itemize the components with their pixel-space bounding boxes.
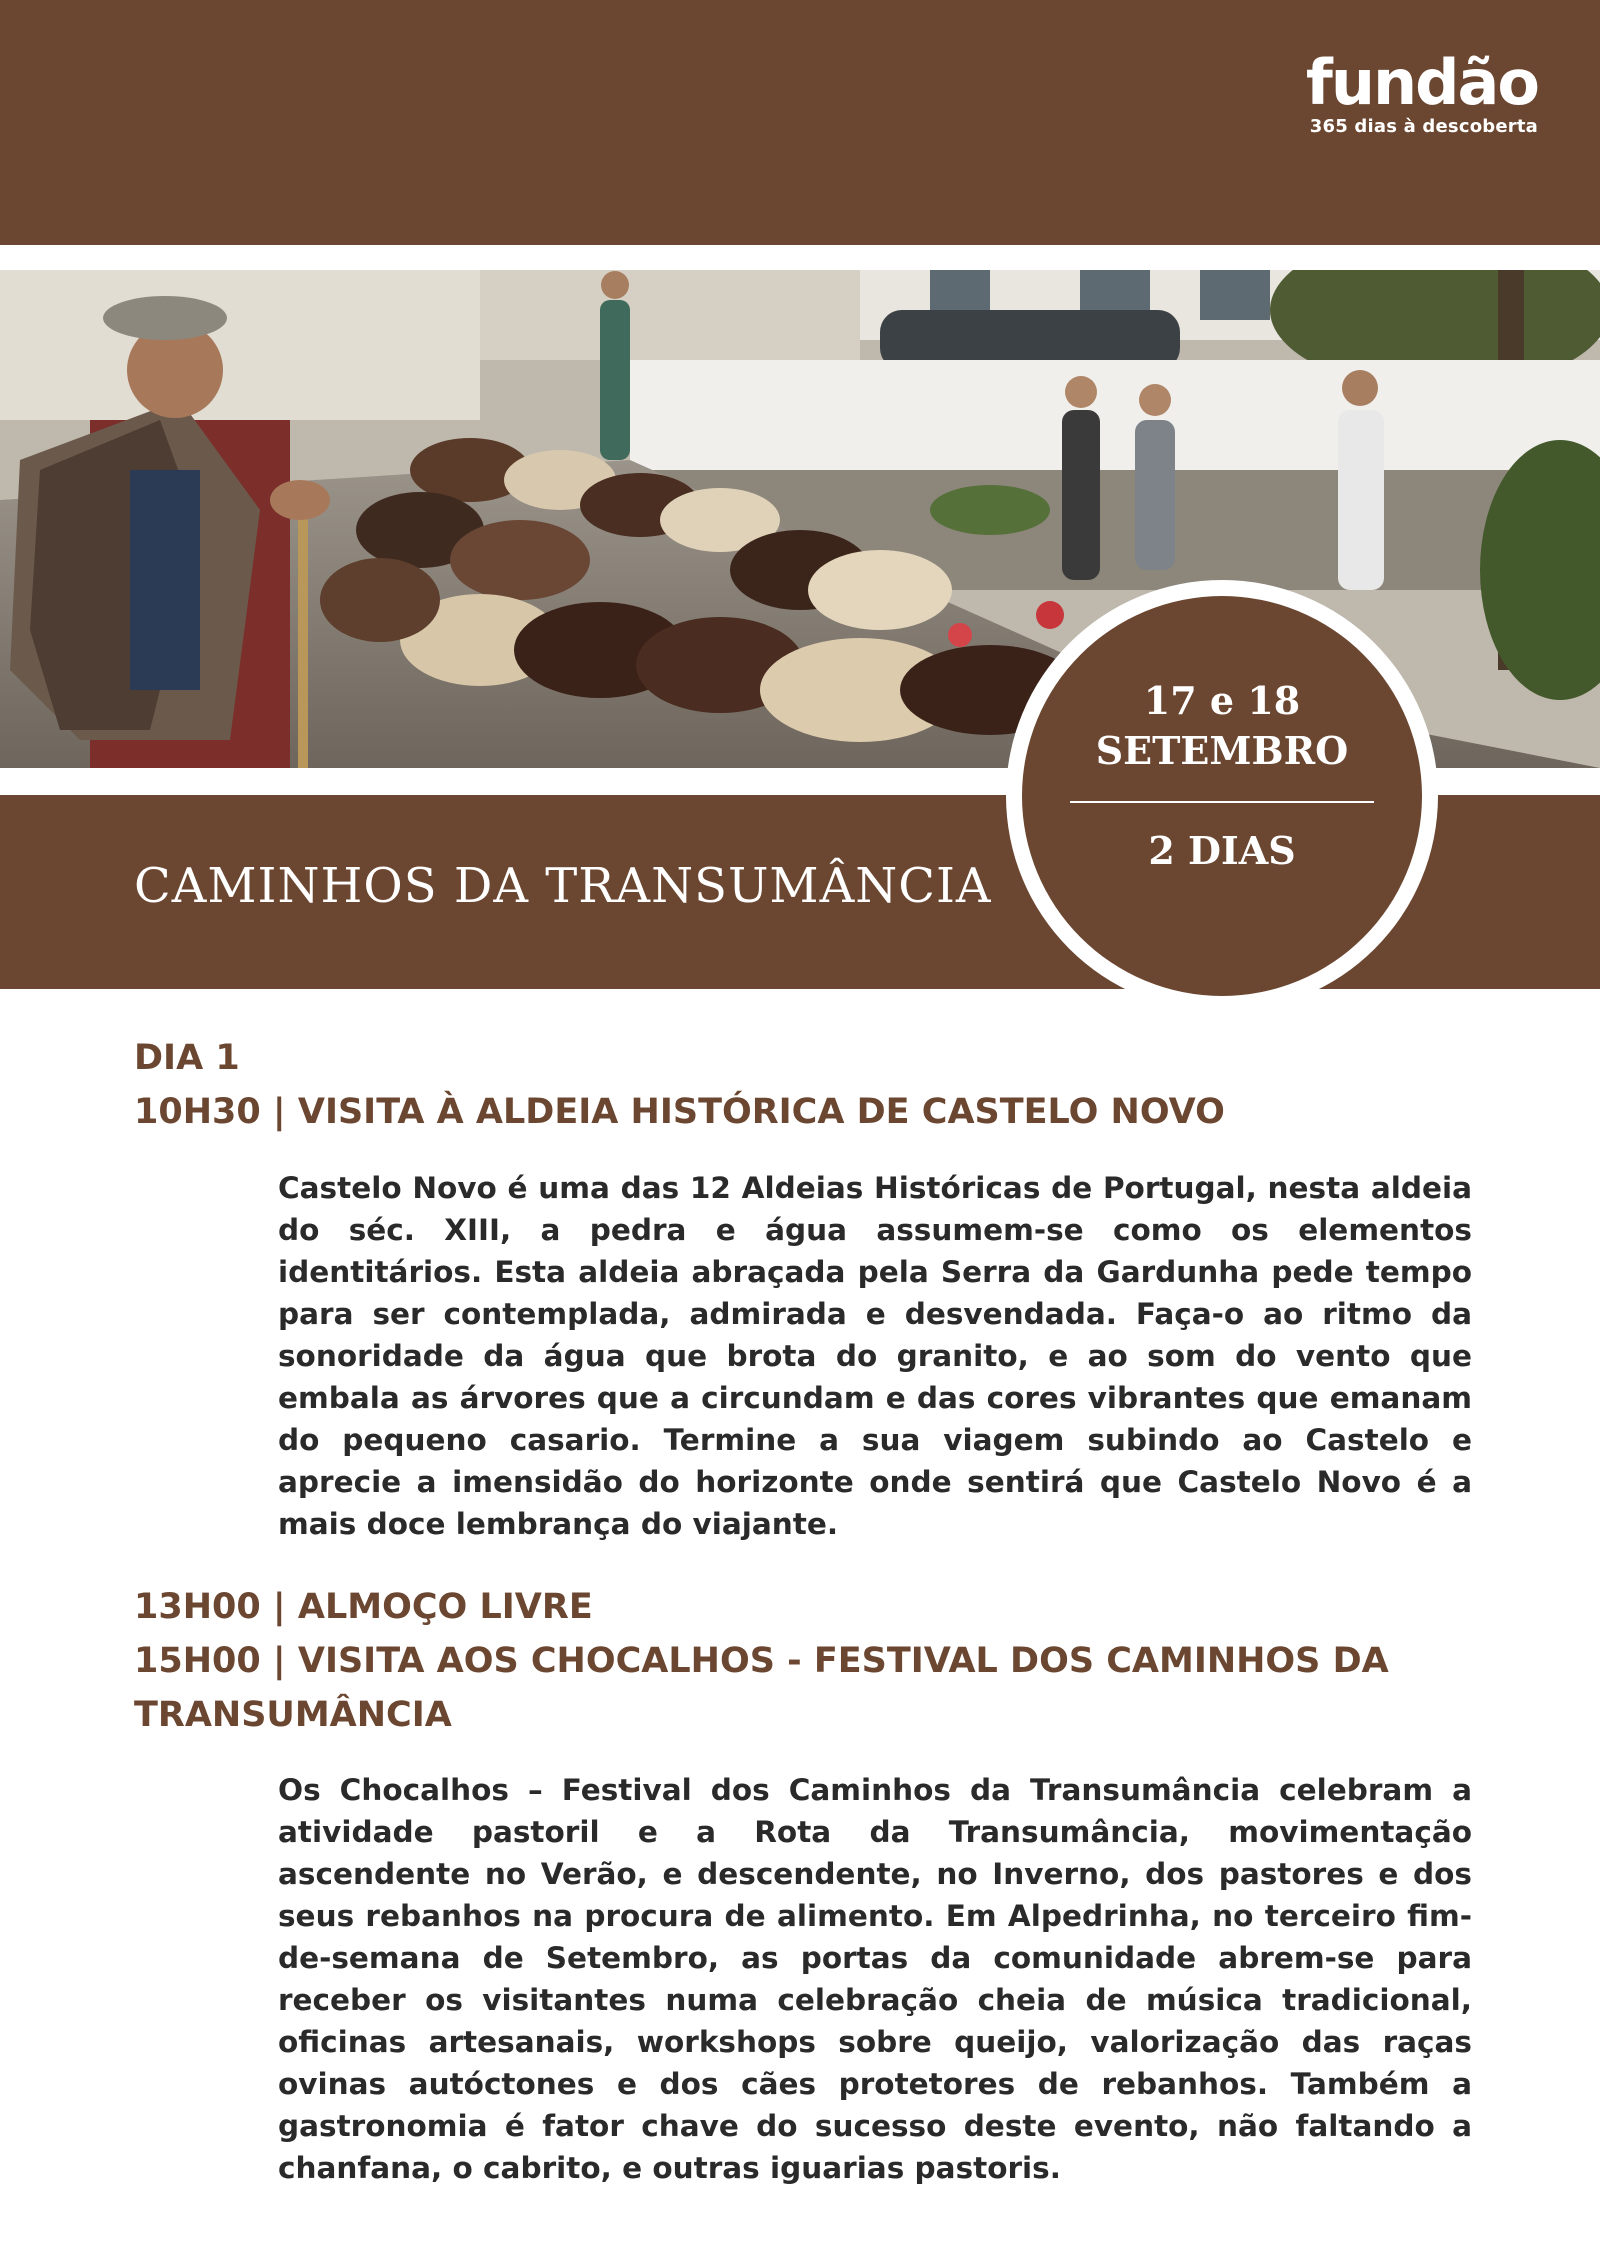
schedule-heading-chocalhos-line2: TRANSUMÂNCIA	[134, 1695, 452, 1735]
date-days: 17 e 18	[1143, 678, 1301, 723]
date-badge-circle	[1022, 596, 1422, 996]
event-title: CAMINHOS DA TRANSUMÂNCIA	[134, 858, 992, 914]
header-band	[0, 0, 1600, 245]
schedule-heading-lunch: 13H00 | ALMOÇO LIVRE	[134, 1587, 593, 1627]
event-duration: 2 DIAS	[1148, 828, 1296, 873]
schedule-heading-chocalhos	[134, 1634, 1389, 1742]
event-dates	[1022, 676, 1422, 776]
date-month: SETEMBRO	[1095, 728, 1349, 773]
badge-divider	[1070, 801, 1374, 803]
date-badge	[1006, 580, 1438, 1012]
logo-wordmark: fundão	[1305, 46, 1538, 119]
schedule-heading-chocalhos-line1: 15H00 | VISITA AOS CHOCALHOS - FESTIVAL DOS CAMINHOS DA	[134, 1641, 1389, 1681]
chocalhos-description: Os Chocalhos – Festival dos Caminhos da Transumância celebram a atividade pastoril e a Rota da Transumância, movimentação ascendente no Verão, e descendente, no Inverno, dos pastores e dos seus rebanhos na procura de alimento. Em Alpedrinha, no terceiro fim-de-semana de Setembro, as portas da comunidade abrem-se para receber os visitantes numa celebração cheia de música tradicional, oficinas artesanais, workshops sobre queijo, valorização das raças ovinas autóctones e dos cães protetores de rebanhos. Também a gastronomia é fator chave do sucesso deste evento, não faltando a chanfana, o cabrito, e outras iguarias pastoris.	[278, 1773, 1472, 2185]
schedule-heading-castelo-novo: 10H30 | VISITA À ALDEIA HISTÓRICA DE CASTELO NOVO	[134, 1092, 1225, 1132]
logo-tagline: 365 dias à descoberta	[1309, 116, 1538, 137]
day-label: DIA 1	[134, 1038, 240, 1078]
fundao-logo[interactable]	[1305, 46, 1538, 137]
castelo-novo-description: Castelo Novo é uma das 12 Aldeias Históricas de Portugal, nesta aldeia do séc. XIII, a pedra e água assumem-se como os elementos identitários. Esta aldeia abraçada pela Serra da Gardunha pede tempo para ser contemplada, admirada e desvendada. Faça-o ao ritmo da sonoridade da água que brota do granito, e ao som do vento que embala as árvores que a circundam e das cores vibrantes que emanam do pequeno casario. Termine a sua viagem subindo ao Castelo e aprecie a imensidão do horizonte onde sentirá que Castelo Novo é a mais doce lembrança do viajante.	[278, 1171, 1472, 1541]
